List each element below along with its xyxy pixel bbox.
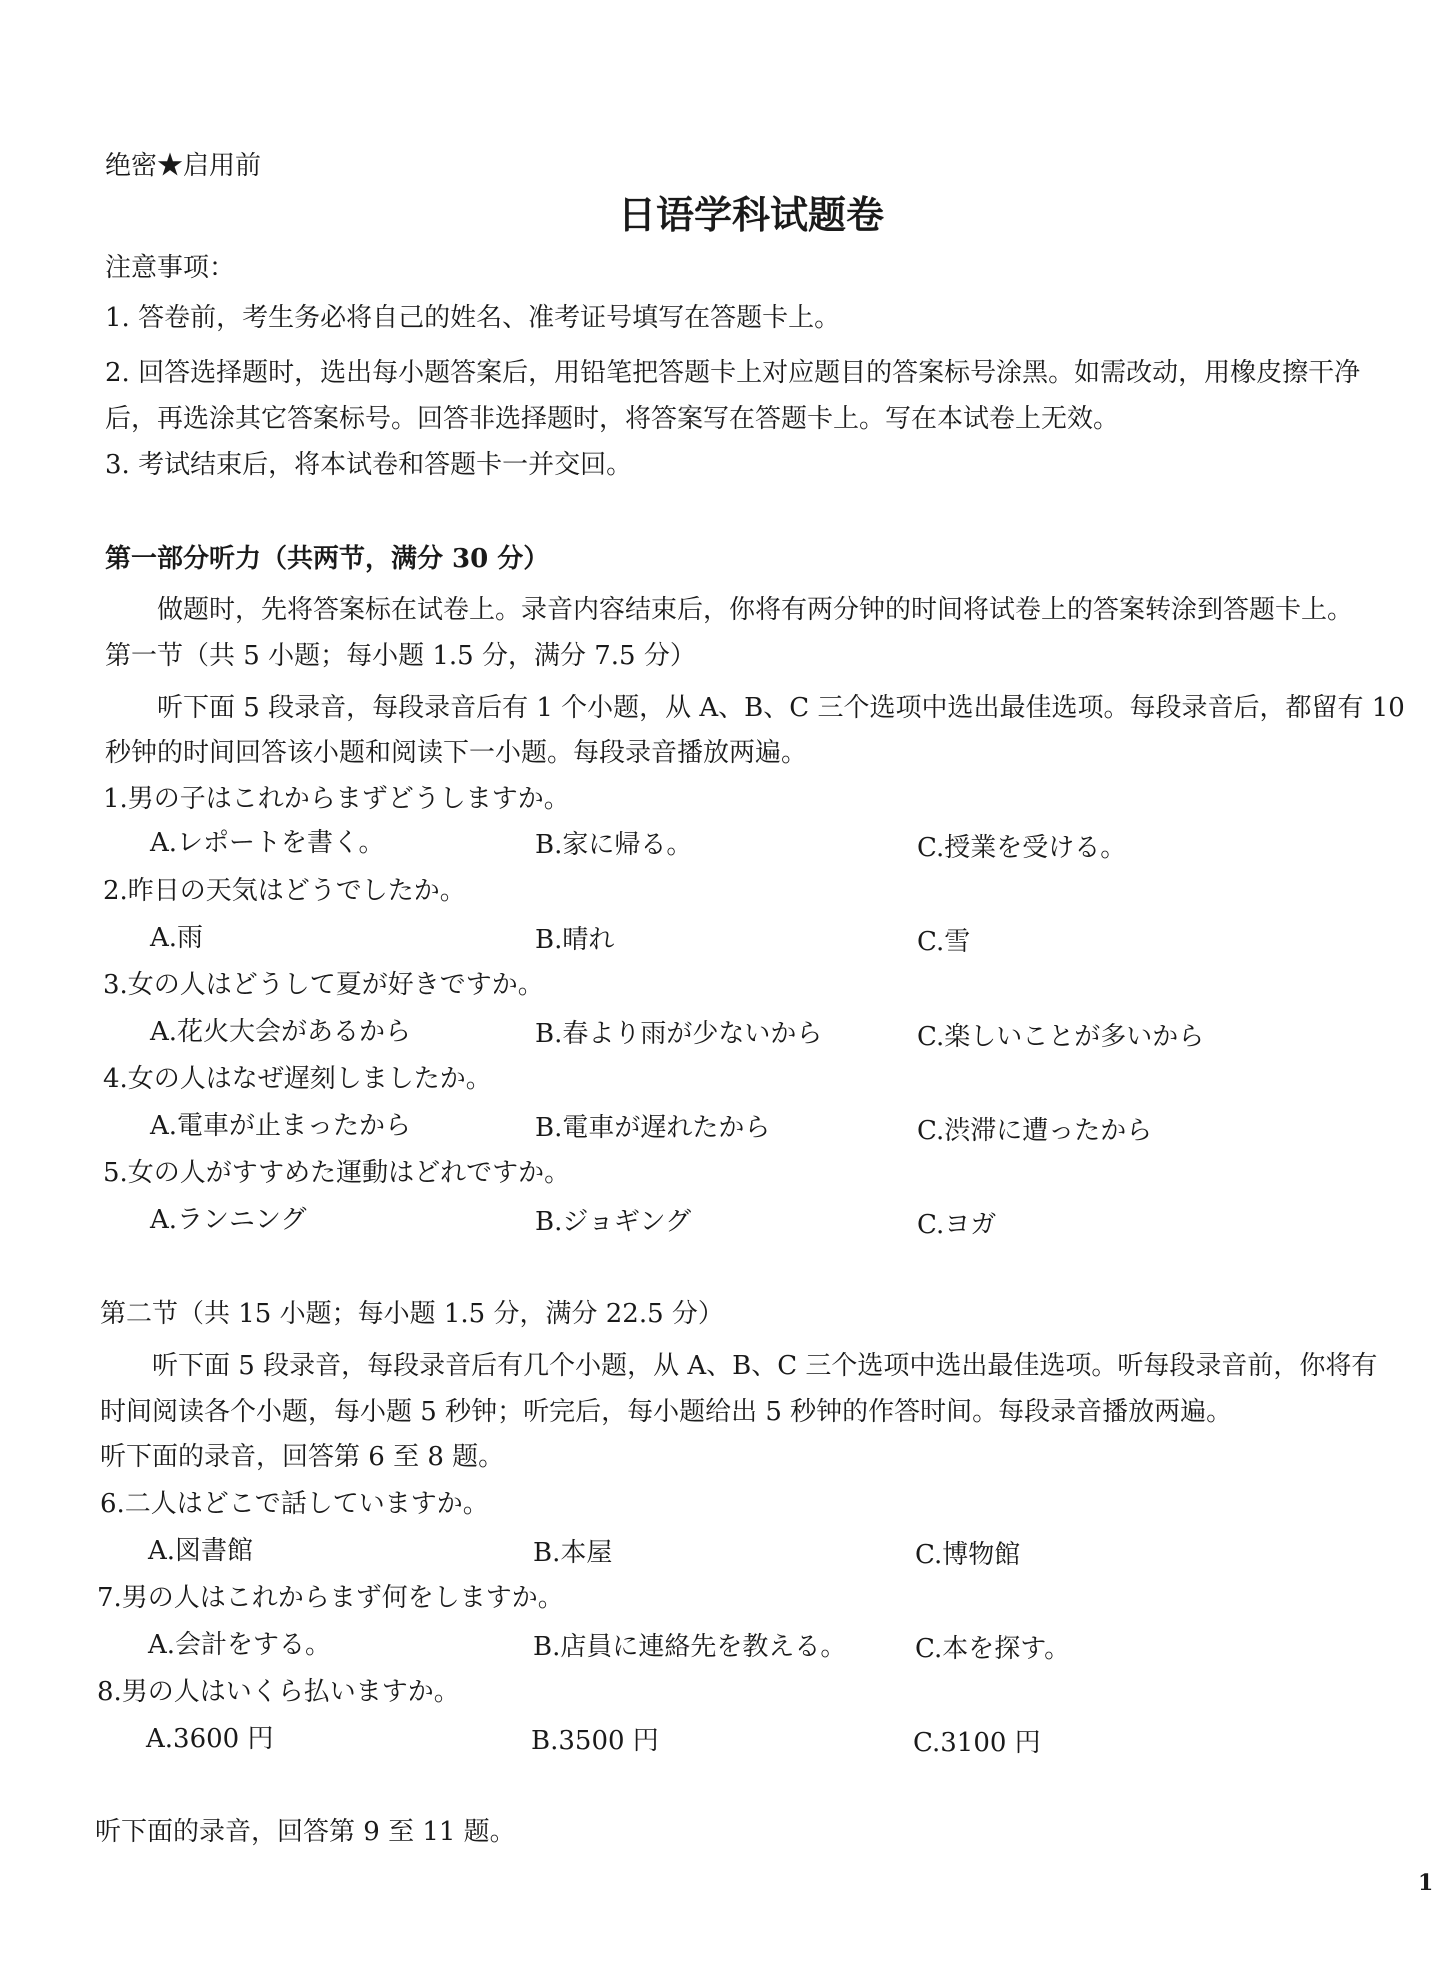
q3-option-a: A.花火大会があるから [150,1017,412,1047]
q3-option-b: B.春より雨が少ないから [535,1019,823,1049]
q2-option-b: B.晴れ [535,925,615,955]
q5-option-c: C.ヨガ [917,1210,997,1240]
question-2: 2.昨日の天気はどうでしたか。 [103,876,466,906]
q6-option-b: B.本屋 [533,1538,613,1568]
part1-instruction: 做题时，先将答案标在试卷上。录音内容结束后，你将有两分钟的时间将试卷上的答案转涂到答题卡上。 [157,595,1354,625]
part1-heading: 第一部分听力（共两节，满分 30 分） [105,544,550,574]
question-3: 3.女の人はどうして夏が好きですか。 [103,970,544,1000]
confidential-label: 绝密★启用前 [105,151,262,181]
listening-group-9-11: 听下面的录音，回答第 9 至 11 题。 [95,1817,516,1847]
section1-heading: 第一节（共 5 小题；每小题 1.5 分，满分 7.5 分） [105,641,696,671]
section1-instruction-cont: 秒钟的时间回答该小题和阅读下一小题。每段录音播放两遍。 [105,738,808,768]
section1-instruction: 听下面 5 段录音，每段录音后有 1 个小题，从 A、B、C 三个选项中选出最佳选项。每段录音后，都留有 10 [157,693,1405,723]
listening-group-6-8: 听下面的录音，回答第 6 至 8 题。 [100,1442,505,1472]
q1-option-a: A.レポートを書く。 [150,828,385,858]
q8-option-b: B.3500 円 [531,1726,659,1756]
q5-option-b: B.ジョギング [535,1207,692,1237]
page-number: 1 [1418,1870,1433,1896]
q4-option-a: A.電車が止まったから [150,1111,412,1141]
q8-option-c: C.3100 円 [913,1728,1041,1758]
q6-option-c: C.博物館 [915,1540,1021,1570]
question-4: 4.女の人はなぜ遅刻しましたか。 [103,1064,492,1094]
q1-option-b: B.家に帰る。 [535,830,693,860]
question-8: 8.男の人はいくら払いますか。 [97,1677,460,1707]
q5-option-a: A.ランニング [150,1205,307,1235]
question-6: 6.二人はどこで話していますか。 [100,1489,489,1519]
notes-item-3: 3. 考试结束后，将本试卷和答题卡一并交回。 [105,450,633,480]
q3-option-c: C.楽しいことが多いから [917,1022,1205,1052]
q2-option-c: C.雪 [917,927,971,957]
question-5: 5.女の人がすすめた運動はどれですか。 [103,1158,571,1188]
q2-option-a: A.雨 [150,923,204,953]
q7-option-a: A.会計をする。 [148,1630,332,1660]
question-1: 1.男の子はこれからまずどうしますか。 [103,784,570,814]
section2-heading: 第二节（共 15 小题；每小题 1.5 分，满分 22.5 分） [100,1299,724,1329]
notes-item-2: 2. 回答选择题时，选出每小题答案后，用铅笔把答题卡上对应题目的答案标号涂黑。如需改动，用橡皮擦干净 [105,358,1361,388]
page-title: 日语学科试题卷 [618,193,885,237]
question-7: 7.男の人はこれからまず何をしますか。 [97,1583,564,1613]
q7-option-b: B.店員に連絡先を教える。 [533,1632,847,1662]
section2-instruction-cont: 时间阅读各个小题，每小题 5 秒钟；听完后，每小题给出 5 秒钟的作答时间。每段录音播放两遍。 [100,1397,1233,1427]
q6-option-a: A.図書館 [148,1536,254,1566]
q4-option-c: C.渋滞に遭ったから [917,1116,1153,1146]
q8-option-a: A.3600 円 [146,1724,274,1754]
q7-option-c: C.本を探す。 [915,1634,1071,1664]
notes-heading: 注意事项： [105,253,236,283]
q4-option-b: B.電車が遅れたから [535,1113,771,1143]
notes-item-1: 1. 答卷前，考生务必将自己的姓名、准考证号填写在答题卡上。 [105,303,841,333]
q1-option-c: C.授業を受ける。 [917,833,1127,863]
section2-instruction: 听下面 5 段录音，每段录音后有几个小题，从 A、B、C 三个选项中选出最佳选项。听每段录音前，你将有 [152,1351,1378,1381]
notes-item-2-cont: 后，再选涂其它答案标号。回答非选择题时，将答案写在答题卡上。写在本试卷上无效。 [105,404,1120,434]
